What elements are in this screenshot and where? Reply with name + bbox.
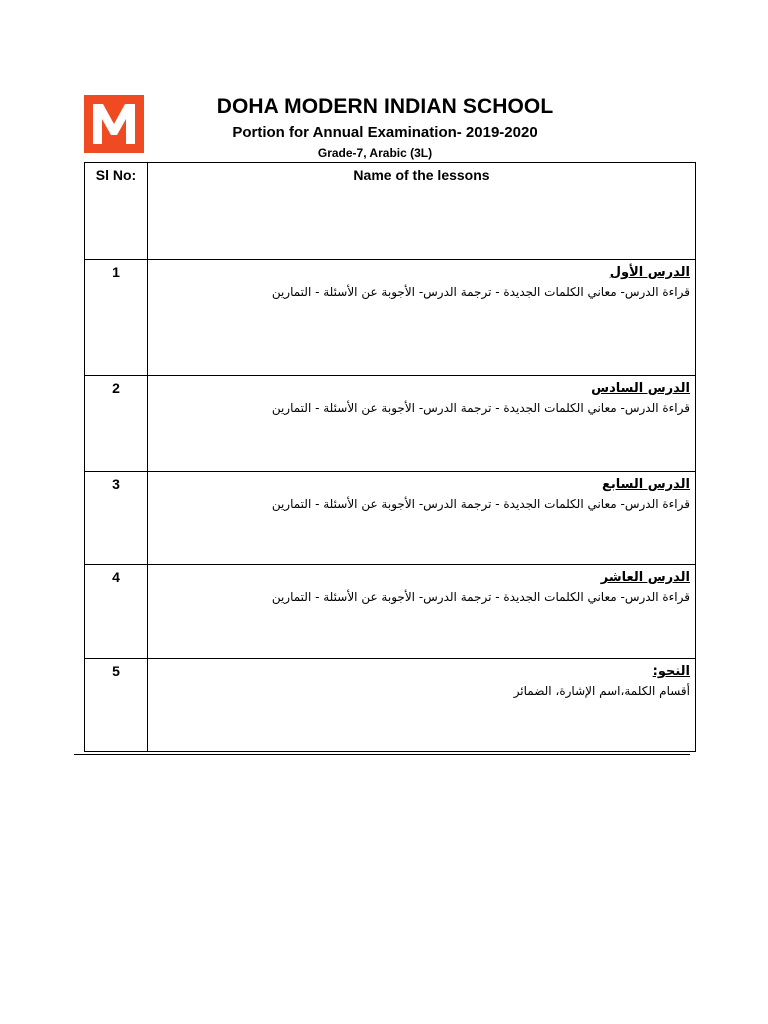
lesson-title: الدرس السابع (601, 477, 690, 492)
portion-title: Portion for Annual Examination- 2019-2020 (232, 124, 538, 141)
row-number: 5 (85, 659, 148, 752)
table-row (85, 376, 696, 472)
lesson-title: الدرس الأول (609, 265, 690, 280)
page-divider (74, 754, 690, 755)
lesson-cell (148, 659, 696, 752)
table-row (85, 260, 696, 376)
lesson-cell (148, 376, 696, 472)
lesson-cell (148, 260, 696, 376)
school-logo (84, 95, 144, 153)
m-logo-icon (91, 102, 137, 146)
grade-subject: Grade-7, Arabic (3L) (317, 146, 433, 160)
row-number: 4 (85, 565, 148, 659)
sl-no-header: Sl No: (85, 163, 148, 260)
table-row (85, 659, 696, 752)
lesson-detail: قراءة الدرس- معاني الكلمات الجديدة - ترجمة الدرس- الأجوبة عن الأسئلة - التمارين (271, 401, 690, 415)
lessons-table (84, 162, 696, 752)
lesson-detail: أقسام الكلمة،اسم الإشارة، الضمائر (513, 684, 690, 698)
lesson-detail: قراءة الدرس- معاني الكلمات الجديدة - ترجمة الدرس- الأجوبة عن الأسئلة - التمارين (271, 590, 690, 604)
row-number: 3 (85, 472, 148, 565)
lesson-title: الدرس العاشر (600, 570, 690, 585)
lesson-detail: قراءة الدرس- معاني الكلمات الجديدة - ترجمة الدرس- الأجوبة عن الأسئلة - التمارين (271, 497, 690, 511)
table-row (85, 565, 696, 659)
row-number: 2 (85, 376, 148, 472)
lesson-detail: قراءة الدرس- معاني الكلمات الجديدة - ترجمة الدرس- الأجوبة عن الأسئلة - التمارين (271, 285, 690, 299)
school-name: DOHA MODERN INDIAN SCHOOL (216, 95, 554, 118)
lesson-cell (148, 472, 696, 565)
lesson-cell (148, 565, 696, 659)
lessons-header: Name of the lessons (148, 163, 696, 260)
lesson-title: النحو: (652, 664, 690, 679)
lesson-title: الدرس السادس (591, 381, 690, 396)
row-number: 1 (85, 260, 148, 376)
table-row (85, 472, 696, 565)
table-header-row (85, 163, 696, 260)
